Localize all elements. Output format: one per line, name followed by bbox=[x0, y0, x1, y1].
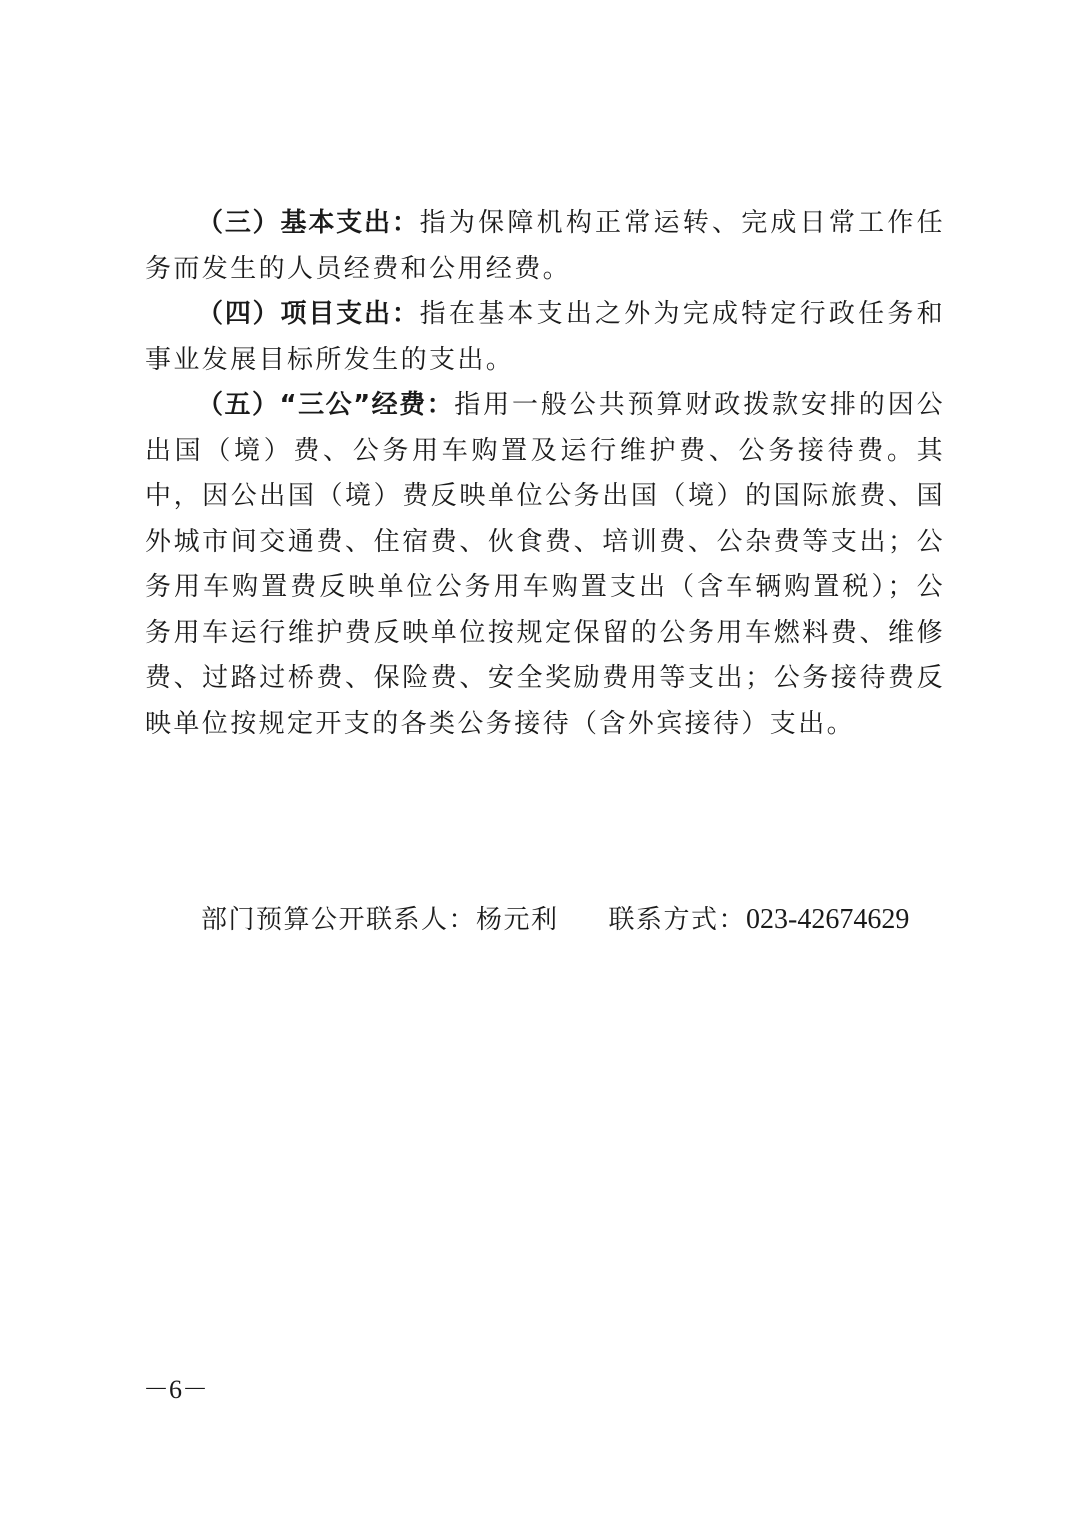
definition-project-expenditure: 指在基本支出之外为完成特定行政任务和事业发展目标所发生的支出。 bbox=[145, 299, 945, 375]
body-text bbox=[145, 201, 945, 747]
term-project-expenditure: （四）项目支出： bbox=[197, 299, 420, 329]
contact-line bbox=[201, 897, 961, 943]
paragraph-three-public-expenses bbox=[145, 383, 945, 747]
page-number: －6－ bbox=[143, 1375, 209, 1404]
contact-person-name: 杨元利 bbox=[476, 905, 559, 935]
term-basic-expenditure: （三）基本支出： bbox=[197, 208, 420, 238]
paragraph-project-expenditure bbox=[145, 292, 945, 383]
paragraph-basic-expenditure bbox=[145, 201, 945, 292]
definition-basic-expenditure: 指为保障机构正常运转、完成日常工作任务而发生的人员经费和公用经费。 bbox=[145, 208, 945, 284]
term-three-public-expenses: （五）“三公”经费： bbox=[197, 390, 455, 420]
contact-person-label: 部门预算公开联系人： bbox=[201, 905, 477, 935]
contact-method-label: 联系方式： bbox=[608, 905, 747, 935]
definition-three-public-expenses: 指用一般公共预算财政拨款安排的因公出国（境）费、公务用车购置及运行维护费、公务接待费。其中，因公出国（境）费反映单位公务出国（境）的国际旅费、国外城市间交通费、住宿费、伙食费、培训费、公杂费等支出；公务用车购置费反映单位公务用车购置支出（含车辆购置税）；公务用车运行维护费反映单位按规定保留的公务用车燃料费、维修费、过路过桥费、保险费、安全奖励费用等支出；公务接待费反映单位按规定开支的各类公务接待（含外宾接待）支出。 bbox=[145, 390, 945, 739]
contact-phone: 023-42674629 bbox=[746, 904, 910, 935]
